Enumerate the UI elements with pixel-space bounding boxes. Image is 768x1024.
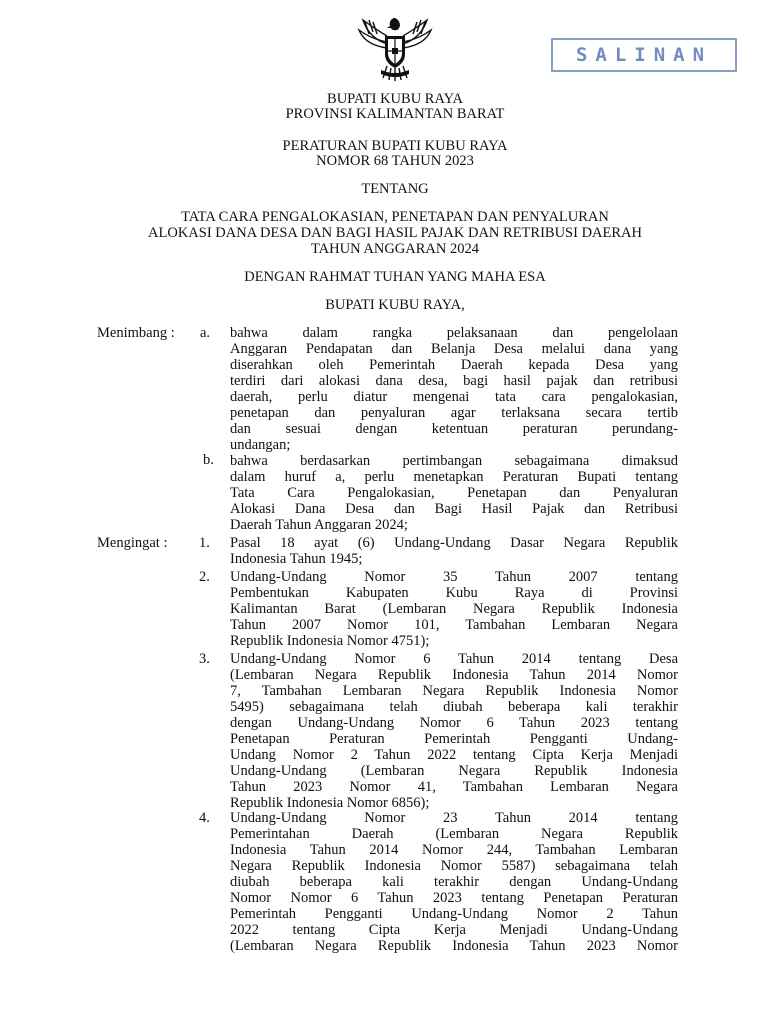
item-marker: 3. [199, 651, 210, 667]
item-marker: 1. [199, 535, 210, 551]
subject-line: ALOKASI DANA DESA DAN BAGI HASIL PAJAK DAN RETRIBUSI DAERAH [148, 225, 642, 241]
mengingat-label: Mengingat : [97, 535, 168, 551]
subject-line: TATA CARA PENGALOKASIAN, PENETAPAN DAN PENYALURAN [181, 209, 609, 225]
text-line: bahwa dalam rangka pelaksanaan dan pengelolaan [230, 325, 678, 341]
text-line: Pembentukan Kabupaten Kubu Raya di Provinsi [230, 585, 678, 601]
regulation-number: NOMOR 68 TAHUN 2023 [316, 153, 474, 169]
item-marker: a. [200, 325, 211, 341]
mengingat-item-2 [230, 569, 678, 649]
regulation-title: PERATURAN BUPATI KUBU RAYA [282, 138, 508, 154]
text-line: Pemerintahan Daerah (Lembaran Negara Republik [230, 826, 678, 842]
text-line: Kalimantan Barat (Lembaran Negara Republik Indonesia [230, 601, 678, 617]
text-line: Nomor Nomor 6 Tahun 2023 tentang Penetapan Peraturan [230, 890, 678, 906]
text-line: (Lembaran Negara Republik Indonesia Tahun 2023 Nomor [230, 938, 678, 954]
text-line: bahwa berdasarkan pertimbangan sebagaimana dimaksud [230, 453, 678, 469]
text-line: Tata Cara Pengalokasian, Penetapan dan Penyaluran [230, 485, 678, 501]
item-marker: 4. [199, 810, 210, 826]
invocation-heading: DENGAN RAHMAT TUHAN YANG MAHA ESA [244, 269, 546, 285]
text-line: Tahun 2023 Nomor 41, Tambahan Lembaran Negara [230, 779, 678, 795]
menimbang-item-b [230, 453, 678, 533]
about-heading: TENTANG [361, 181, 429, 197]
text-line: Republik Indonesia Nomor 4751); [230, 633, 430, 649]
garuda-emblem-icon [357, 14, 433, 84]
text-line: Penetapan Peraturan Pemerintah Pengganti Undang- [230, 731, 678, 747]
text-line: terdiri dari alokasi dana desa, bagi hasil pajak dan retribusi [230, 373, 678, 389]
text-line: Anggaran Pendapatan dan Belanja Desa melalui dana yang [230, 341, 678, 357]
subject-line: TAHUN ANGGARAN 2024 [310, 241, 479, 257]
text-line: dalam huruf a, perlu menetapkan Peraturan Bupati tentang [230, 469, 678, 485]
text-line: Undang-Undang Nomor 35 Tahun 2007 tentang [230, 569, 678, 585]
text-line: dan sesuai dengan ketentuan peraturan perundang- [230, 421, 678, 437]
text-line: Undang-Undang (Lembaran Negara Republik Indonesia [230, 763, 678, 779]
text-line: 7, Tambahan Lembaran Negara Republik Indonesia Nomor [230, 683, 678, 699]
text-line: Undang-Undang Nomor 23 Tahun 2014 tentang [230, 810, 678, 826]
text-line: Tahun 2007 Nomor 101, Tambahan Lembaran Negara [230, 617, 678, 633]
text-line: Indonesia Tahun 1945; [230, 551, 363, 567]
text-line: diubah beberapa kali terakhir dengan Undang-Undang [230, 874, 678, 890]
mengingat-item-4 [230, 810, 678, 954]
text-line: Undang Nomor 2 Tahun 2022 tentang Cipta Kerja Menjadi [230, 747, 678, 763]
text-line: diserahkan oleh Pemerintah Daerah kepada Desa yang [230, 357, 678, 373]
item-marker: 2. [199, 569, 210, 585]
item-marker: b. [203, 452, 214, 468]
text-line: Pemerintah Pengganti Undang-Undang Nomor 2 Tahun [230, 906, 678, 922]
text-line: Indonesia Tahun 2014 Nomor 244, Tambahan Lembaran [230, 842, 678, 858]
text-line: penetapan dan penyaluran agar terlaksana secara tertib [230, 405, 678, 421]
regent-heading: BUPATI KUBU RAYA [327, 91, 463, 107]
mengingat-item-1 [230, 535, 678, 567]
text-line: Negara Republik Indonesia Nomor 5587) sebagaimana telah [230, 858, 678, 874]
text-line: (Lembaran Negara Republik Indonesia Tahun 2014 Nomor [230, 667, 678, 683]
text-line: Alokasi Dana Desa dan Bagi Hasil Pajak dan Retribusi [230, 501, 678, 517]
menimbang-item-a [230, 325, 678, 453]
salinan-stamp: SALINAN [551, 38, 737, 72]
text-line: Pasal 18 ayat (6) Undang-Undang Dasar Negara Republik [230, 535, 678, 551]
authority-heading: BUPATI KUBU RAYA, [325, 297, 465, 313]
mengingat-item-3 [230, 651, 678, 811]
text-line: 5495) sebagaimana telah diubah beberapa kali terakhir [230, 699, 678, 715]
text-line: Undang-Undang Nomor 6 Tahun 2014 tentang Desa [230, 651, 678, 667]
text-line: daerah, perlu diatur mengenai tata cara pengalokasian, [230, 389, 678, 405]
text-line: undangan; [230, 437, 291, 453]
text-line: dengan Undang-Undang Nomor 6 Tahun 2023 tentang [230, 715, 678, 731]
text-line: Daerah Tahun Anggaran 2024; [230, 517, 408, 533]
text-line: Republik Indonesia Nomor 6856); [230, 795, 430, 811]
menimbang-label: Menimbang : [97, 325, 175, 341]
text-line: 2022 tentang Cipta Kerja Menjadi Undang-Undang [230, 922, 678, 938]
province-heading: PROVINSI KALIMANTAN BARAT [285, 106, 505, 122]
